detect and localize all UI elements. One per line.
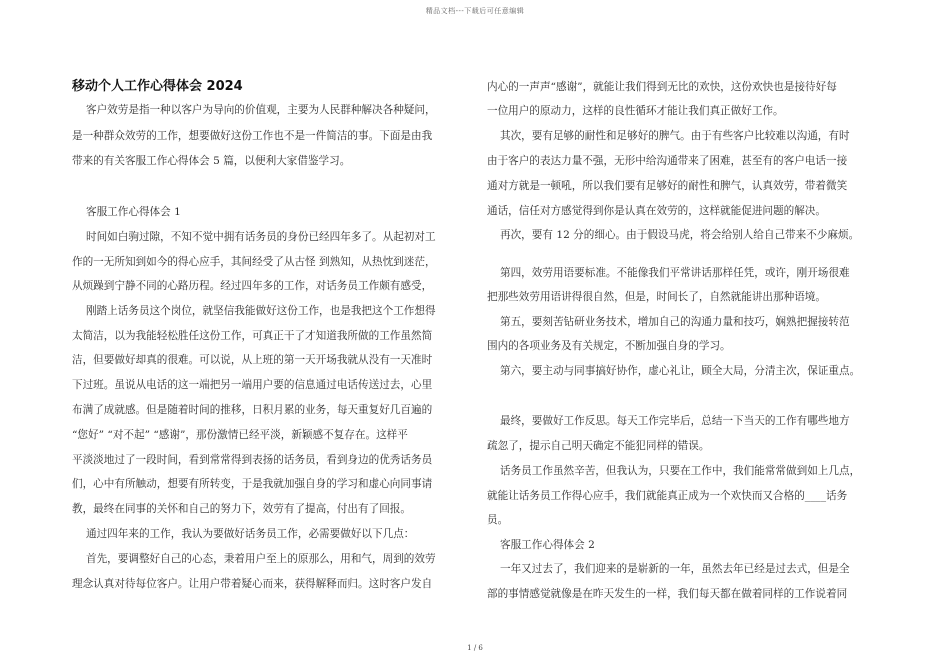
paragraph-line: 把那些效劳用语讲得很自然，但是，时间长了，自然就能讲出那种语境。	[487, 291, 826, 303]
paragraph-line: 客户效劳是指一种以客户为导向的价值观，主要为人民群种解决各种疑问，	[86, 104, 436, 116]
paragraph-line: 通过四年来的工作，我认为要做好话务员工作，必需要做好以下几点：	[86, 528, 415, 540]
paragraph-line: 洁，但要做好却真的很难。可以说，从上班的第一天开场我就从没有一天准时	[72, 354, 433, 366]
paragraph-line: 其次，要有足够的耐性和足够好的脾气。由于有些客户比较难以沟通，有时	[500, 130, 850, 142]
paragraph-line: 理念认真对待每位客户。让用户带着疑心而来，获得解释而归。这时客户发自	[72, 578, 433, 590]
paragraph-line: 就能让话务员工作得心应手，我们就能真正成为一个欢快而又合格的____话务	[487, 490, 848, 502]
paragraph-line: 下过班。虽说从电话的这一端把另一端用户要的信息通过电话传送过去，心里	[72, 379, 433, 391]
section-heading: 客服工作心得体会 1	[86, 206, 181, 218]
paragraph-line: 第五，要刻苦钻研业务技术，增加自己的沟通力量和技巧，娴熟把握接转范	[500, 316, 850, 328]
paragraph-line: 围内的各项业务及有关规定，不断加强自身的学习。	[487, 340, 731, 352]
paragraph-line: 第六，要主动与同事搞好协作，虚心礼让，顾全大局，分清主次，保证重点。	[500, 365, 861, 377]
paragraph-line: 第四，效劳用语要标准。不能像我们平常讲话那样任凭，或许，刚开场很难	[500, 267, 850, 279]
paragraph-line: 部的事情感觉就像是在昨天发生的一样，我们每天都在做着同样的工作说着同	[487, 588, 848, 600]
paragraph-line: 首先，要调整好自己的心态，秉着用户至上的原那么，用和气，周到的效劳	[86, 553, 436, 565]
paragraph-line: 由于客户的表达力量不强，无形中给沟通带来了困难，甚至有的客户电话一接	[487, 155, 848, 167]
document-title: 移动个人工作心得体会 2024	[72, 79, 243, 94]
paragraph-line: 一位用户的原动力，这样的良性循环才能让我们真正做好工作。	[487, 105, 784, 117]
page-number: 1 / 6	[467, 644, 483, 652]
paragraph-line: 太简洁，以为我能轻松胜任这份工作，可真正干了才知道我所做的工作虽然简	[72, 330, 433, 342]
paragraph-line: 一年又过去了，我们迎来的是崭新的一年，虽然去年已经是过去式，但是全	[500, 563, 850, 575]
paragraph-line: 再次，要有 12 分的细心。由于假设马虎，将会给别人给自己带来不少麻烦。	[500, 229, 860, 241]
paragraph-line: 通对方就是一顿吼，所以我们要有足够好的耐性和脾气，认真效劳，带着微笑	[487, 180, 848, 192]
paragraph-line: 平淡淡地过了一段时间，看到常常得到表扬的话务员，看到身边的优秀话务员	[72, 454, 433, 466]
paragraph-line: 教，最终在同事的关怀和自己的努力下，效劳有了提高，付出有了回报。	[72, 503, 411, 515]
paragraph-line: “您好” “对不起” “感谢”，那份激情已经平淡，新颖感不复存在。这样平	[72, 429, 408, 441]
paragraph-line: 作的一无所知到如今的得心应手，其间经受了从古怪 到熟知，从热忱到迷茫，	[72, 256, 436, 268]
page-header-note: 精品文档---下载后可任意编辑	[425, 7, 525, 15]
paragraph-line: 时间如白驹过隙，不知不觉中拥有话务员的身份已经四年多了。从起初对工	[86, 231, 436, 243]
section-heading: 客服工作心得体会 2	[500, 539, 595, 551]
paragraph-line: 疏忽了，提示自己明天确定不能犯同样的错误。	[487, 440, 710, 452]
paragraph-line: 刚踏上话务员这个岗位，就坚信我能做好这份工作，也是我把这个工作想得	[86, 305, 436, 317]
paragraph-line: 从烦躁到宁静不同的心路历程。经过四年多的工作，对话务员工作颇有感受，	[72, 280, 433, 292]
paragraph-line: 话务员工作虽然辛苦，但我认为，只要在工作中，我们能常常做到如上几点，	[500, 465, 861, 477]
paragraph-line: 内心的一声声“感谢”，就能让我们得到无比的欢快，这份欢快也是接待好每	[487, 81, 837, 93]
paragraph-line: 带来的有关客服工作心得体会 5 篇，以便利大家借鉴学习。	[72, 155, 351, 167]
paragraph-line: 员。	[487, 514, 509, 526]
paragraph-line: 通话，信任对方感觉得到你是认真在效劳的，这样就能促进问题的解决。	[487, 205, 826, 217]
paragraph-line: 们，心中有所触动，想要有所转变，于是我就加强自身的学习和虚心向同事请	[72, 478, 433, 490]
paragraph-line: 布满了成就感。但是随着时间的推移，日积月累的业务，每天重复好几百遍的	[72, 404, 433, 416]
paragraph-line: 是一种群众效劳的工作，想要做好这份工作也不是一件简洁的事。下面是由我	[72, 130, 433, 142]
paragraph-line: 最终，要做好工作反思。每天工作完毕后，总结一下当天的工作有哪些地方	[500, 415, 850, 427]
